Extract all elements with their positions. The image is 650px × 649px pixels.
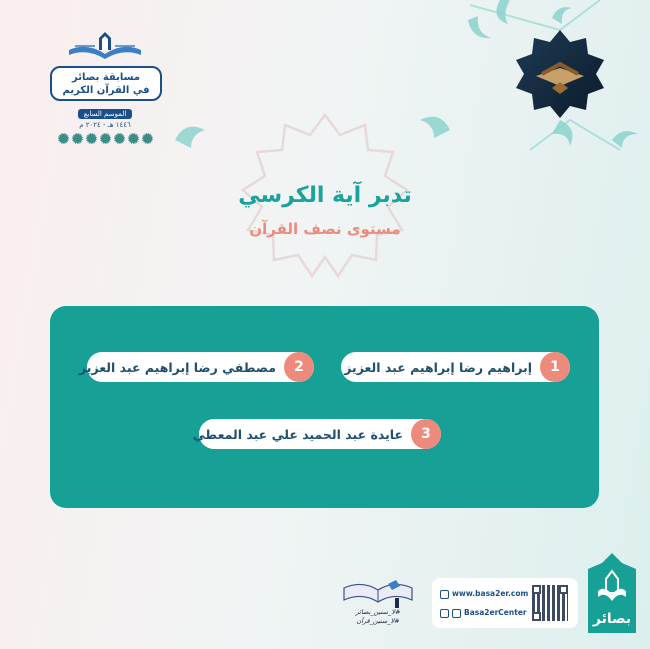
social-icons <box>440 609 449 618</box>
hashtag-line1: #لا_ستين_بصائر <box>355 608 401 616</box>
globe-icon <box>440 590 449 599</box>
website-link[interactable]: www.basa2er.com <box>452 589 529 598</box>
quran-photo <box>514 28 606 120</box>
website-row[interactable] <box>440 589 528 599</box>
open-book-icon <box>338 578 418 610</box>
competition-logo <box>50 28 160 144</box>
contact-card <box>432 578 578 628</box>
qr-code <box>532 585 568 621</box>
hashtag-line2: #لا_ستين_قرآن <box>356 617 400 625</box>
book-logo-icon <box>65 28 145 62</box>
logo-rosettes <box>50 133 160 144</box>
winner-name: مصطفي رضا إبراهيم عبد العزيز <box>78 359 276 375</box>
brand-emblem <box>588 553 636 633</box>
winner-name: إبراهيم رضا إبراهيم عبد العزيز <box>344 359 532 375</box>
hashtag-caption <box>338 608 418 626</box>
page-title: تدبر آية الكرسي <box>238 183 412 208</box>
twitter-icon <box>452 609 461 618</box>
logo-title-line1: مسابقة بصائر <box>72 72 140 83</box>
social-row[interactable] <box>440 608 527 618</box>
winner-item <box>192 419 441 449</box>
winner-rank-badge: 3 <box>411 419 441 449</box>
social-handle[interactable]: Basa2erCenter <box>464 608 527 617</box>
winner-item <box>341 352 570 382</box>
brand-name: بصائر <box>592 611 632 627</box>
logo-title-line2: في القرآن الكريم <box>62 85 150 96</box>
winners-panel <box>50 306 599 508</box>
logo-title <box>50 66 162 101</box>
winner-item <box>78 352 314 382</box>
winner-name: عايدة عبد الحميد علي عبد المعطي <box>192 426 403 442</box>
page-subtitle: مستوى نصف القرآن <box>249 220 401 238</box>
winner-rank-badge: 2 <box>284 352 314 382</box>
hashtag-book <box>338 578 418 630</box>
logo-year: ١٤٤٦ هـ - ٢٠٢٤ م <box>79 121 131 129</box>
logo-season: الموسم السابع <box>78 109 133 119</box>
winner-rank-badge: 1 <box>540 352 570 382</box>
